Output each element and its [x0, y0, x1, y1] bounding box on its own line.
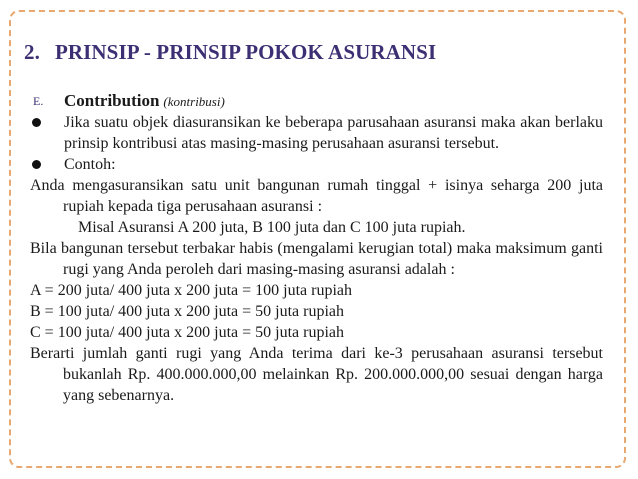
slide-title: [24, 40, 436, 65]
slide-content: [30, 90, 603, 406]
paragraph-conclusion: Berarti jumlah ganti rugi yang Anda terima dari ke-3 perusahaan asuransi tersebut bukanlah Rp. 400.000.000,00 melainkan Rp. 200.000.000,00 sesuai dengan harga yang sebenarnya.: [30, 345, 603, 404]
title-text: PRINSIP - PRINSIP POKOK ASURANSI: [54, 40, 437, 64]
bullet-text: Jika suatu objek diasuransikan ke beberapa parusahaan asuransi maka akan berlaku prinsip kontribusi atas masing-masing perusahaan asuransi tersebut.: [64, 114, 603, 152]
calculation-line-a: A = 200 juta/ 400 juta x 200 juta = 100 juta rupiah: [30, 282, 353, 299]
section-heading-text: Contribution: [64, 91, 160, 110]
calculation-line-c: C = 100 juta/ 400 juta x 200 juta = 50 juta rupiah: [30, 324, 345, 341]
paragraph-loss: Bila bangunan tersebut terbakar habis (mengalami kerugian total) maka maksimum ganti rugi yang Anda peroleh dari masing-masing asuransi adalah :: [30, 240, 603, 278]
section-marker: E.: [33, 94, 44, 108]
bullet-icon: [32, 118, 41, 127]
bullet-item: [30, 112, 603, 154]
bullet-item: [30, 154, 603, 175]
paragraph-scenario: Anda mengasuransikan satu unit bangunan rumah tinggal + isinya seharga 200 juta rupiah kepada tiga perusahaan asuransi :: [30, 177, 603, 215]
bullet-text: Contoh:: [64, 156, 116, 173]
calculation-line-b: B = 100 juta/ 400 juta x 200 juta = 50 juta rupiah: [30, 303, 345, 320]
example-line: Misal Asuransi A 200 juta, B 100 juta dan C 100 juta rupiah.: [78, 219, 466, 236]
section-heading: [30, 90, 603, 112]
title-number: 2.: [24, 40, 40, 64]
bullet-icon: [32, 160, 41, 169]
section-heading-note: (kontribusi): [163, 94, 225, 109]
